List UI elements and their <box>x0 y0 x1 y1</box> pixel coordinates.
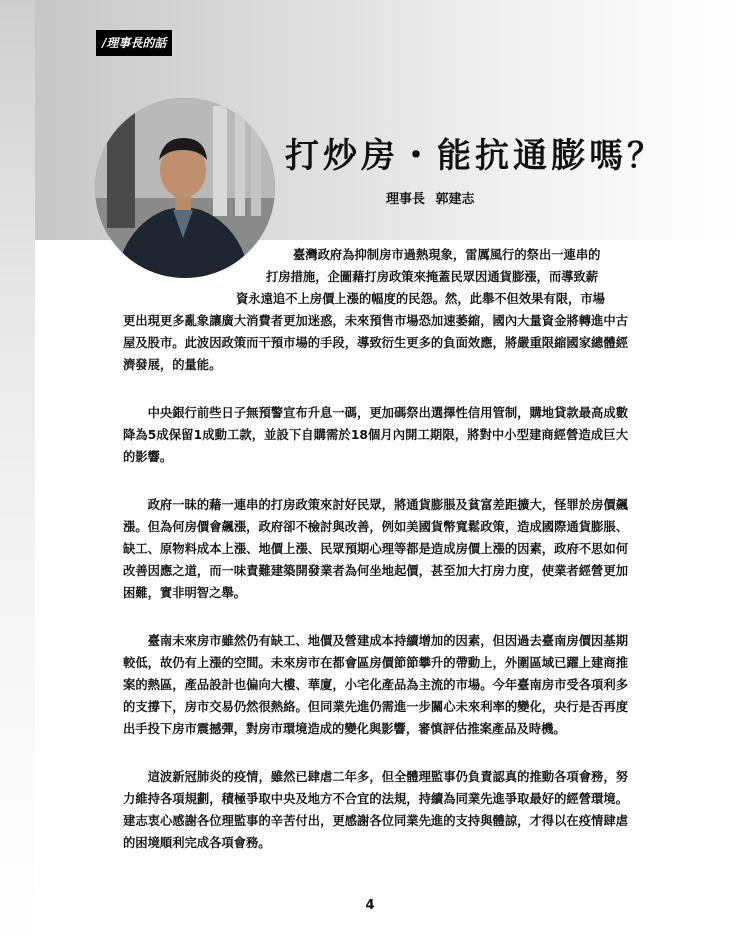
paragraph-3: 政府一昧的藉一連串的打房政策來討好民眾，將通貨膨脹及貧富差距擴大，怪罪於房價飆漲。但為何房價會飆漲，政府卻不檢討與改善，例如美國貨幣寬鬆政策，造成國際通貨膨脹、缺工、原物料成本上漲、地價上漲、民眾預期心理等都是造成房價上漲的因素，政府不思如何改善因應之道，而一味責難建築開發業者為何坐地起價，甚至加大打房力度，使業者經營更加困難，實非明智之舉。 <box>123 498 628 600</box>
intro-line-2: 打房措施，企圖藉打房政策來掩蓋民眾因通貨膨漲，而導致薪 <box>266 270 599 284</box>
intro-line-1: 臺灣政府為抑制房市過熱現象，雷厲風行的祭出一連串的 <box>293 248 601 262</box>
article-body <box>123 244 628 880</box>
page-number: 4 <box>365 898 375 913</box>
author-name: 郭建志 <box>435 192 475 207</box>
author-role: 理事長 <box>386 192 426 207</box>
intro-paragraph <box>123 244 628 376</box>
intro-line-4: 更出現更多亂象讓廣大消費者更加迷惑，未來預售市場恐加速萎縮，國內大量資金將轉進中古屋及股市。此波因政策而干預市場的手段，導致衍生更多的負面效應，將嚴重限縮國家總體經濟發展，的量能。 <box>123 314 628 372</box>
paragraph-5: 這波新冠肺炎的疫情，雖然已肆虐二年多，但全體理監事仍負責認真的推動各項會務，努力維持各項規劃，積極爭取中央及地方不合宜的法規，持續為同業先進爭取最好的經營環境。建志衷心感謝各位理監事的辛苦付出，更感謝各位同業先進的支持與體諒，才得以在疫情肆虐的困境順利完成各項會務。 <box>123 770 628 850</box>
author-byline <box>386 188 475 207</box>
article-title: 打炒房・能抗通膨嗎？ <box>285 136 665 176</box>
section-tag: /理事長的話 <box>96 30 172 56</box>
paragraph-4: 臺南未來房市雖然仍有缺工、地價及營建成本持續增加的因素，但因過去臺南房價因基期較低，故仍有上漲的空間。未來房市在都會區房價節節攀升的帶動上，外圍區域已躍上建商推案的熱區，產品設計也偏向大樓、華廈，小宅化產品為主流的市場。今年臺南房市受各項利多的支撐下，房市交易仍然很熱絡。但同業先進仍需進一步關心未來利率的變化，央行是否再度出手投下房市震撼彈，對房市環境造成的變化與影響，審慎評估推案產品及時機。 <box>123 634 628 736</box>
intro-line-3: 資永遠追不上房價上漲的幅度的民怨。然，此舉不但效果有限，市場 <box>236 292 605 306</box>
paragraph-2: 中央銀行前些日子無預警宣布升息一碼，更加碼祭出選擇性信用管制，購地貸款最高成數降為5成保留1成動工款，並設下自購需於18個月內開工期限，將對中小型建商經營造成巨大的影響。 <box>123 406 628 464</box>
left-gradient-band <box>0 0 35 950</box>
